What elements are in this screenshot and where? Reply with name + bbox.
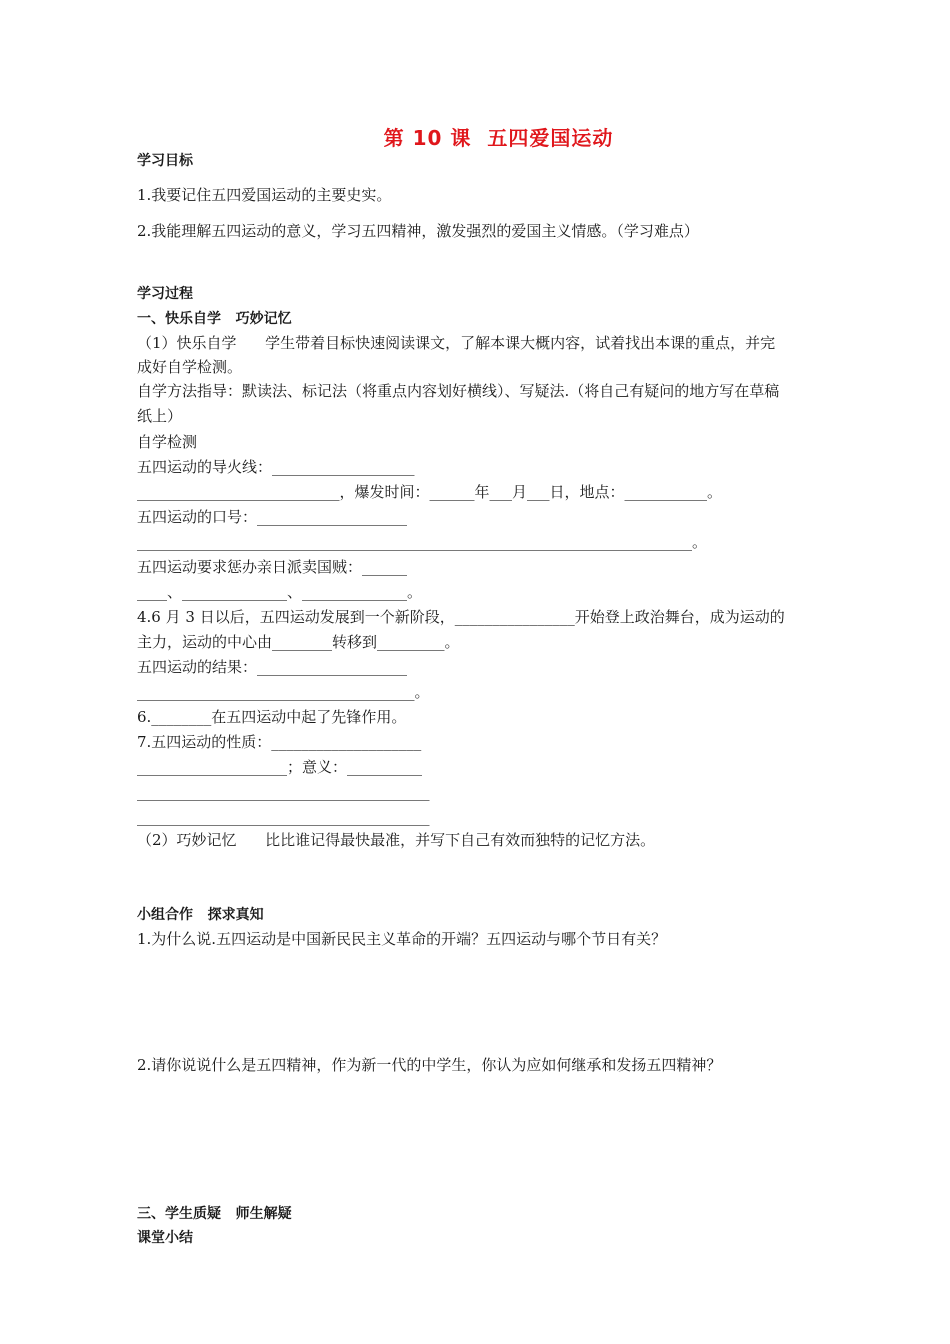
- fill-line-slogan-cont: __________________________________________________________________________。: [137, 533, 708, 551]
- fill-line-traitors-cont: ____、______________、______________。: [137, 583, 423, 601]
- fill-line-trigger: 五四运动的导火线：___________________: [137, 458, 415, 476]
- process-line-3: 自学方法指导：默读法、标记法（将重点内容划好横线）、写疑法.（将自己有疑问的地方写在草稿: [137, 382, 780, 400]
- process-line-1: （1）快乐自学 学生带着目标快速阅读课文，了解本课大概内容，试着找出本课的重点，并完: [137, 334, 776, 352]
- objectives-heading: 学习目标: [137, 153, 193, 169]
- lesson-title: 第 10 课 五四爱国运动: [383, 126, 614, 150]
- fill-line-blank-1: _______________________________________: [137, 783, 430, 801]
- objective-item-2: 2.我能理解五四运动的意义，学习五四精神，激发强烈的爱国主义情感。（学习难点）: [137, 222, 699, 240]
- fill-line-significance: ____________________；意义：__________: [137, 758, 423, 776]
- section3-heading: 三、学生质疑 师生解疑: [137, 1206, 292, 1222]
- fill-line-center: 主力，运动的中心由________转移到_________。: [137, 633, 460, 651]
- process-line-4: 纸上）: [137, 407, 183, 425]
- group-heading: 小组合作 探求真知: [137, 907, 264, 923]
- fill-line-result: 五四运动的结果：____________________: [137, 658, 408, 676]
- summary-heading: 课堂小结: [137, 1230, 193, 1246]
- fill-line-vanguard: 6.________在五四运动中起了先锋作用。: [137, 708, 407, 726]
- group-question-1: 1.为什么说.五四运动是中国新民民主义革命的开端？五四运动与哪个节日有关？: [137, 930, 667, 948]
- group-question-2: 2.请你说说什么是五四精神，作为新一代的中学生，你认为应如何继承和发扬五四精神？: [137, 1056, 722, 1074]
- fill-line-result-cont: _____________________________________。: [137, 683, 430, 701]
- fill-line-slogan: 五四运动的口号：____________________: [137, 508, 408, 526]
- objective-item-1: 1.我要记住五四爱国运动的主要史实。: [137, 186, 392, 204]
- fill-line-date-place: ___________________________，爆发时间：______年___月___日，地点：___________。: [137, 483, 723, 501]
- self-test-heading: 自学检测: [137, 433, 198, 451]
- process-line-2: 成好自学检测。: [137, 358, 243, 376]
- fill-line-blank-2: _______________________________________: [137, 808, 430, 826]
- memory-task: （2）巧妙记忆 比比谁记得最快最准，并写下自己有效而独特的记忆方法。: [137, 831, 656, 849]
- process-heading: 学习过程: [137, 286, 193, 302]
- fill-line-traitors: 五四运动要求惩办亲日派卖国贼：______: [137, 558, 408, 576]
- fill-line-nature: 7.五四运动的性质：____________________: [137, 733, 422, 751]
- section1-heading: 一、快乐自学 巧妙记忆: [137, 311, 292, 327]
- fill-line-new-stage: 4.6 月 3 日以后，五四运动发展到一个新阶段，________________开始登上政治舞台，成为运动的: [137, 608, 785, 626]
